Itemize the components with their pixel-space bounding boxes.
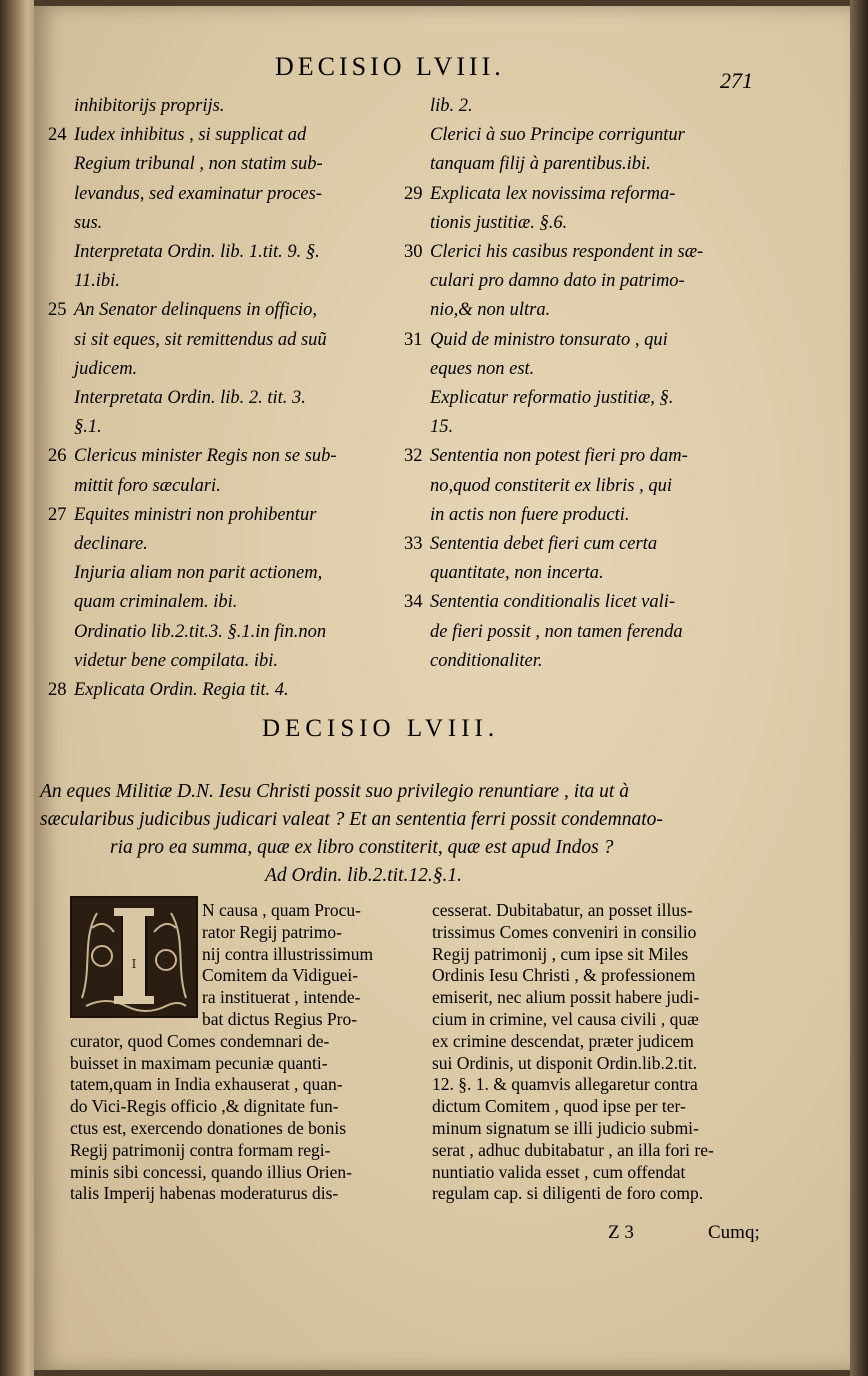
entry-number: 34	[404, 592, 423, 613]
entry-number: 27	[48, 504, 67, 525]
summary-entry	[48, 618, 428, 676]
entry-number: 25	[48, 300, 67, 321]
entry-text	[74, 618, 428, 676]
entry-line: Explicatur reformatio justitiæ, §.	[430, 388, 674, 409]
entry-line: Equites ministri non prohibentur	[74, 504, 317, 525]
body-line: talis Imperij habenas moderaturus dis-	[70, 1183, 339, 1204]
summary-entry	[48, 384, 428, 442]
entry-line: quam criminalem. ibi.	[74, 592, 238, 613]
entry-line: tanquam filij à parentibus.ibi.	[430, 154, 651, 175]
entry-text	[430, 530, 814, 588]
entry-text	[74, 442, 428, 500]
entry-line: si sit eques, sit remittendus ad suũ	[74, 329, 327, 350]
summary-entry	[404, 384, 814, 442]
body-line: serat , adhuc dubitabatur , an illa fori re-	[432, 1139, 714, 1160]
entry-text	[74, 238, 428, 296]
entry-line: 11.ibi.	[74, 271, 120, 292]
entry-line: Interpretata Ordin. lib. 2. tit. 3.	[74, 388, 306, 409]
decisio-question	[40, 778, 796, 890]
entry-line: judicem.	[74, 358, 138, 379]
entry-line: §.1.	[74, 417, 102, 438]
entry-line: de fieri possit , non tamen ferenda	[430, 621, 683, 642]
summary-entry	[48, 442, 428, 500]
entry-line: levandus, sed examinatur proces-	[74, 183, 322, 204]
body-line: N causa , quam Procu-	[202, 900, 361, 920]
entry-number	[404, 92, 430, 121]
body-line: emiserit, nec alium possit habere judi-	[432, 987, 700, 1008]
summary-entry	[48, 501, 428, 559]
body-column-right	[432, 900, 778, 1205]
body-line: regulam cap. si diligenti de foro comp.	[432, 1183, 704, 1204]
entry-text	[430, 326, 814, 384]
summary-entry	[48, 559, 428, 617]
entry-text	[430, 121, 814, 179]
entry-line: nio,& non ultra.	[430, 300, 551, 321]
body-column-left	[70, 900, 412, 1205]
summary-entry	[48, 296, 428, 384]
entry-number	[48, 559, 74, 617]
entry-line: culari pro damno dato in patrimo-	[430, 271, 685, 292]
entry-line: sus.	[74, 212, 103, 233]
summary-entry	[404, 442, 814, 530]
entry-line: Sententia conditionalis licet vali-	[430, 592, 676, 613]
body-line: minum signatum se illi judicio submi-	[432, 1117, 699, 1138]
summary-entry	[48, 238, 428, 296]
body-line: do Vici-Regis officio ,& dignitate fun-	[70, 1096, 339, 1117]
entry-number: 24	[48, 125, 67, 146]
summary-entry	[404, 180, 814, 238]
body-line: Comitem da Vidiguei-	[202, 965, 359, 986]
entry-number: 31	[404, 329, 423, 350]
summary-column-right	[404, 92, 814, 676]
page-number: 271	[720, 68, 753, 93]
summary-column-left	[48, 92, 428, 705]
entry-number	[48, 92, 74, 121]
catchword: Cumq;	[708, 1222, 760, 1243]
entry-line: Clerici his casibus respondent in sæ-	[430, 242, 704, 263]
question-line: An eques Militiæ D.N. Iesu Christi possit suo privilegio renuntiare , ita ut à	[40, 781, 629, 802]
entry-text	[74, 121, 428, 238]
entry-line: An Senator delinquens in officio,	[74, 300, 318, 321]
summary-entry	[404, 530, 814, 588]
body-line: nuntiatio valida esset , cum offendat	[432, 1161, 686, 1182]
body-line: trissimus Comes conveniri in consilio	[432, 921, 697, 942]
entry-line: no,quod constiterit ex libris , qui	[430, 475, 673, 496]
entry-line: Explicata lex novissima reforma-	[430, 183, 676, 204]
entry-line: lib. 2.	[430, 96, 473, 116]
legal-reference: Ad Ordin. lib.2.tit.12.§.1.	[265, 865, 462, 886]
entry-line: Clericus minister Regis non se sub-	[74, 446, 337, 467]
body-line: dictum Comitem , quod ipse per ter-	[432, 1096, 686, 1117]
entry-line: declinare.	[74, 534, 148, 555]
body-line: Regij patrimonij , cum ipse sit Miles	[432, 943, 689, 964]
summary-entry	[404, 238, 814, 326]
entry-text	[430, 384, 814, 442]
entry-number	[404, 121, 430, 179]
summary-entry	[404, 121, 814, 179]
entry-number: 28	[48, 680, 67, 701]
body-line: ctus est, exercendo donationes de bonis	[70, 1117, 347, 1138]
body-line: 12. §. 1. & quamvis allegaretur contra	[432, 1074, 698, 1095]
entry-text	[74, 92, 428, 121]
body-line: minis sibi concessi, quando illius Orien-	[70, 1161, 352, 1182]
entry-text	[74, 501, 428, 559]
body-line: rator Regij patrimo-	[202, 921, 342, 942]
entry-line: in actis non fuere producti.	[430, 504, 630, 525]
entry-line: eques non est.	[430, 358, 535, 379]
entry-line: quantitate, non incerta.	[430, 563, 604, 584]
running-title: DECISIO LVIII.	[275, 52, 505, 81]
entry-number: 26	[48, 446, 67, 467]
entry-line: mittit foro sæculari.	[74, 475, 221, 496]
entry-line: Sententia debet fieri cum certa	[430, 534, 658, 555]
entry-number	[48, 618, 74, 676]
book-gutter-left	[0, 0, 34, 1376]
entry-line: Explicata Ordin. Regia tit. 4.	[74, 680, 289, 701]
initial-letter-text: I	[131, 957, 137, 971]
entry-text	[430, 92, 814, 121]
entry-number	[404, 384, 430, 442]
entry-line: 15.	[430, 417, 454, 438]
entry-text	[74, 559, 428, 617]
body-line: buisset in maximam pecuniæ quanti-	[70, 1052, 328, 1073]
entry-text	[430, 238, 814, 326]
entry-number: 33	[404, 534, 423, 555]
entry-line: Clerici à suo Principe corriguntur	[430, 125, 685, 146]
entry-line: inhibitorijs proprijs.	[74, 96, 225, 116]
entry-number	[48, 384, 74, 442]
entry-number: 30	[404, 242, 423, 263]
summary-entry	[404, 588, 814, 676]
entry-number	[48, 238, 74, 296]
body-line: ra instituerat , intende-	[202, 987, 361, 1008]
body-line: Ordinis Iesu Christi , & professionem	[432, 965, 696, 986]
decisio-heading: DECISIO LVIII.	[262, 715, 500, 742]
body-line: cium in crimine, vel causa civili , quæ	[432, 1008, 699, 1029]
summary-entry	[48, 121, 428, 238]
entry-text	[430, 588, 814, 676]
entry-number: 32	[404, 446, 423, 467]
entry-line: tionis justitiæ. §.6.	[430, 212, 568, 233]
body-line: sui Ordinis, ut disponit Ordin.lib.2.tit.	[432, 1052, 697, 1073]
entry-text	[74, 384, 428, 442]
entry-text	[74, 296, 428, 384]
body-line: tatem,quam in India exhauserat , quan-	[70, 1074, 343, 1095]
entry-line: Ordinatio lib.2.tit.3. §.1.in fin.non	[74, 621, 327, 642]
entry-line: Quid de ministro tonsurato , qui	[430, 329, 668, 350]
entry-line: Sententia non potest fieri pro dam-	[430, 446, 688, 467]
entry-number: 29	[404, 183, 423, 204]
question-line: ria pro ea summa, quæ ex libro constiterit, quæ est apud Indos ?	[110, 837, 614, 858]
book-edge-right	[850, 0, 868, 1376]
entry-text	[430, 180, 814, 238]
entry-line: Injuria aliam non parit actionem,	[74, 563, 323, 584]
summary-entry	[48, 676, 428, 705]
entry-text	[430, 442, 814, 530]
summary-entry	[404, 92, 814, 121]
entry-line: Regium tribunal , non statim sub-	[74, 154, 323, 175]
body-line: ex crimine descendat, præter judicem	[432, 1030, 694, 1051]
body-line: curator, quod Comes condemnari de-	[70, 1030, 330, 1051]
signature-mark: Z 3	[608, 1222, 634, 1243]
entry-line: Interpretata Ordin. lib. 1.tit. 9. §.	[74, 242, 320, 263]
summary-entry	[48, 92, 428, 121]
body-line: cesserat. Dubitabatur, an posset illus-	[432, 900, 693, 920]
body-line: Regij patrimonij contra formam regi-	[70, 1139, 331, 1160]
body-line: bat dictus Regius Pro-	[202, 1008, 358, 1029]
body-line: nij contra illustrissimum	[202, 943, 374, 964]
entry-line: Iudex inhibitus , si supplicat ad	[74, 125, 307, 146]
entry-line: conditionaliter.	[430, 650, 543, 671]
summary-entry	[404, 326, 814, 384]
question-line: sæcularibus judicibus judicari valeat ? Et an sententia ferri possit condemnato-	[40, 809, 663, 830]
entry-text	[74, 676, 428, 705]
entry-line: videtur bene compilata. ibi.	[74, 650, 278, 671]
